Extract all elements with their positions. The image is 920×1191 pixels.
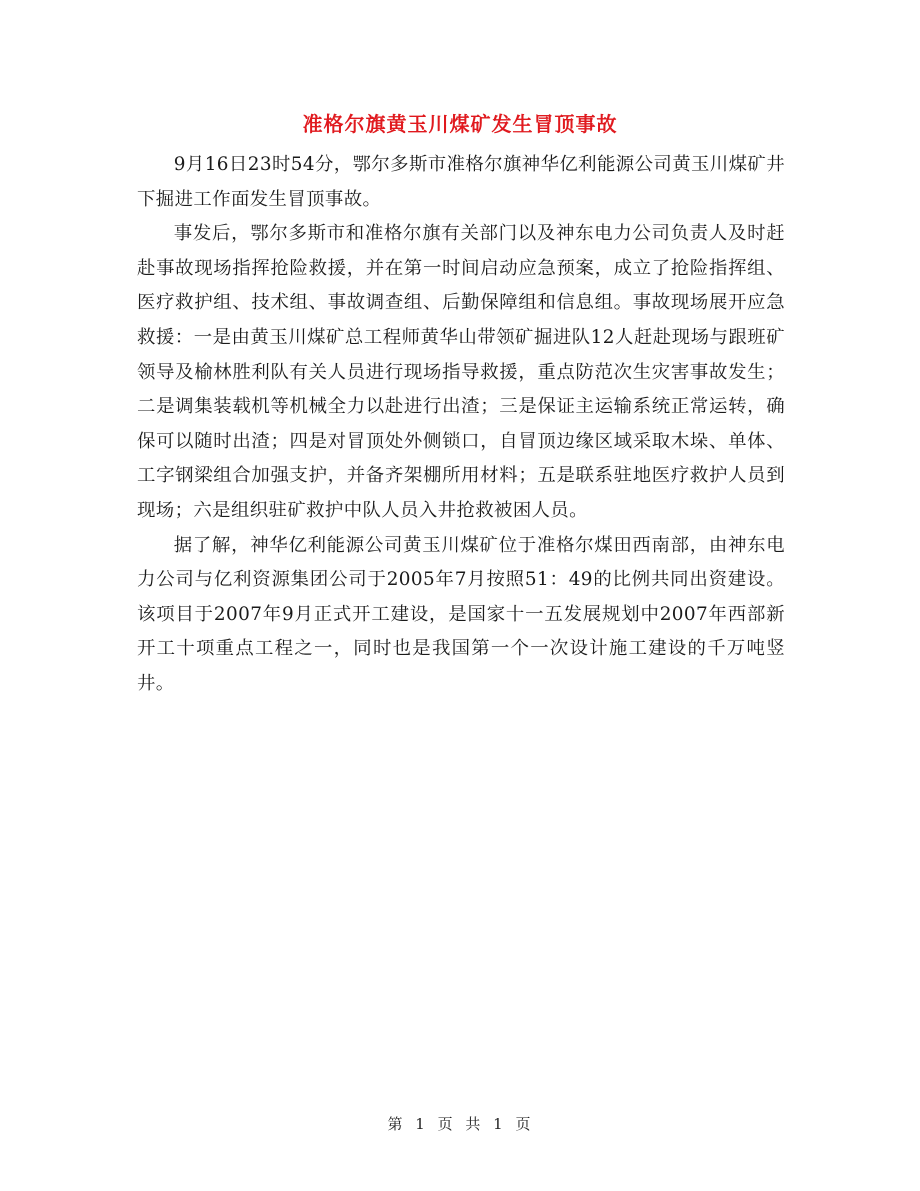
page-footer: 第 1 页 共 1 页 [387, 1115, 533, 1133]
document-body [137, 148, 785, 702]
document-title: 准格尔旗黄玉川煤矿发生冒顶事故 [302, 112, 618, 136]
paragraph-3: 据了解，神华亿利能源公司黄玉川煤矿位于准格尔煤田西南部，由神东电力公司与亿利资源集团公司于2005年7月按照51：49的比例共同出资建设。该项目于2007年9月正式开工建设，是国家十一五发展规划中2007年西部新开工十项重点工程之一，同时也是我国第一个一次设计施工建设的千万吨竖井。 [137, 534, 785, 694]
paragraph-1: 9月16日23时54分，鄂尔多斯市准格尔旗神华亿利能源公司黄玉川煤矿井下掘进工作面发生冒顶事故。 [137, 154, 785, 210]
paragraph-2: 事发后，鄂尔多斯市和准格尔旗有关部门以及神东电力公司负责人及时赶赴事故现场指挥抢险救援，并在第一时间启动应急预案，成立了抢险指挥组、医疗救护组、技术组、事故调查组、后勤保障组和信息组。事故现场展开应急救援：一是由黄玉川煤矿总工程师黄华山带领矿掘进队12人赶赴现场与跟班矿领导及榆林胜利队有关人员进行现场指导救援，重点防范次生灾害事故发生；二是调集装载机等机械全力以赴进行出渣；三是保证主运输系统正常运转，确保可以随时出渣；四是对冒顶处外侧锁口，自冒顶边缘区域采取木垛、单体、工字钢梁组合加强支护，并备齐架棚所用材料；五是联系驻地医疗救护人员到现场；六是组织驻矿救护中队人员入井抢救被困人员。 [137, 223, 785, 521]
